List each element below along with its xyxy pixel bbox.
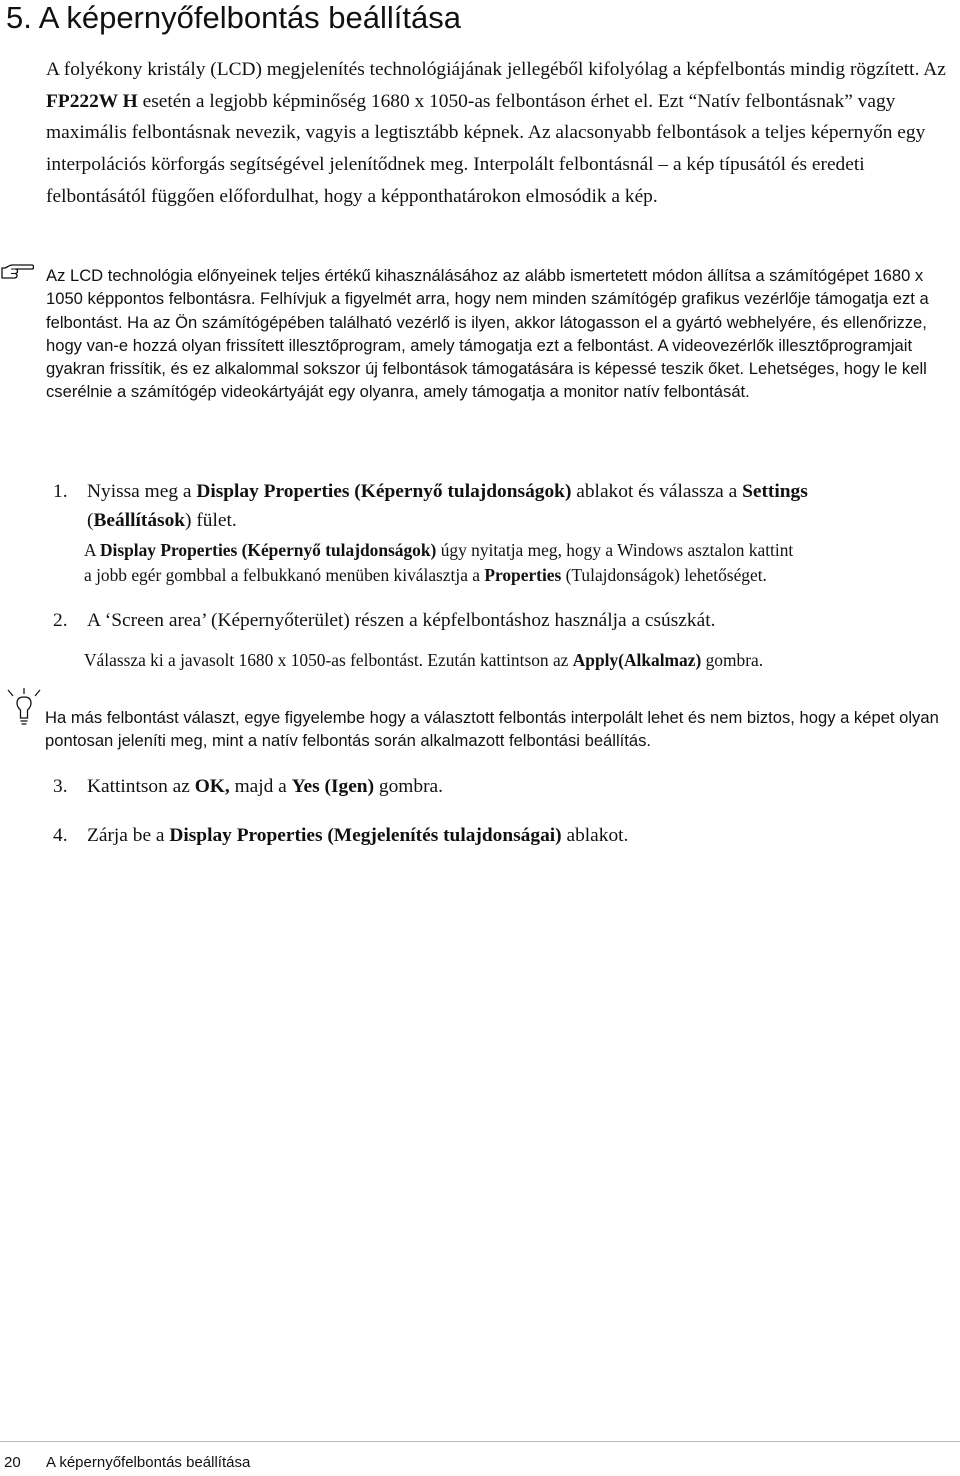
step-text: a jobb egér gombbal a felbukkanó menüben kiválasztja a bbox=[84, 565, 485, 585]
note-text: Az LCD technológia előnyeinek teljes értékű kihasználásához az alább ismertetett módon állítsa a számítógépet 1680 x 1050 képpontos felbontásra. Felhívjuk a figyelmét arra, hogy nem minden számítógép grafikus vezérlője támogatja ezt a felbontást. Ha az Ön számítógépében található vezérlő is ilyen, akkor látogasson el a gyártó webhelyére, és ellenőrizze, hogy van-e hozzá olyan frissített illesztőprogram, amely támogatja ezt a felbontást. A videovezérlők illesztőprogramjait gyakran frissítik, és ez alkalommal sokszor új felbontások támogatására is képessé teszik őket. Lehetséges, hogy le kell cserélnie a számítógép videokártyáját egy olyanra, amely támogatja a monitor natív felbontását. bbox=[46, 266, 929, 402]
step-text: Zárja be a bbox=[87, 825, 170, 846]
step-1-sub-1 bbox=[84, 537, 793, 564]
step-text: úgy nyitatja meg, hogy a Windows asztalon kattint bbox=[436, 540, 794, 560]
step-text: ( bbox=[87, 510, 94, 531]
step-text: gombra. bbox=[701, 650, 764, 670]
step-bold: Display Properties (Képernyő tulajdonságok) bbox=[99, 540, 437, 560]
step-text: A bbox=[84, 540, 100, 560]
step-bold: Beállítások bbox=[93, 510, 186, 531]
footer-divider bbox=[0, 1441, 960, 1442]
pointing-hand-icon bbox=[0, 258, 34, 282]
lightbulb-icon bbox=[4, 688, 44, 730]
step-text: Válassza ki a javasolt 1680 x 1050-as felbontást. Ezután kattintson az bbox=[84, 650, 573, 670]
step-bold: Settings bbox=[742, 481, 808, 502]
step-number: 2. bbox=[53, 610, 68, 631]
step-bold: Apply(Alkalmaz) bbox=[572, 650, 702, 670]
step-4 bbox=[53, 822, 628, 851]
step-bold: Yes (Igen) bbox=[291, 776, 375, 797]
step-text: Nyissa meg a bbox=[87, 481, 197, 502]
step-text: ablakot. bbox=[561, 825, 629, 846]
tip-text: Ha más felbontást választ, egye figyelembe hogy a választott felbontás interpolált lehet és nem biztos, hogy a képet olyan pontosan jeleníti meg, mint a natív felbontás során alkalmazott felbontási beállítás. bbox=[45, 708, 939, 751]
step-3 bbox=[53, 773, 443, 802]
step-number: 3. bbox=[53, 776, 68, 797]
step-number: 1. bbox=[53, 481, 68, 502]
step-text: majd a bbox=[229, 776, 292, 797]
step-bold: Display Properties (Megjelenítés tulajdonságai) bbox=[169, 825, 562, 846]
step-1 bbox=[53, 478, 808, 507]
intro-text-1: A folyékony kristály (LCD) megjelenítés technológiájának jellegéből kifolyólag a képfelbontás mindig rögzített. Az bbox=[46, 59, 946, 80]
step-bold: OK, bbox=[194, 776, 230, 797]
step-bold: Properties bbox=[484, 565, 562, 585]
step-text: gombra. bbox=[374, 776, 443, 797]
step-1-sub-2 bbox=[84, 562, 767, 589]
step-bold: Display Properties (Képernyő tulajdonságok) bbox=[196, 481, 572, 502]
intro-text-2: esetén a legjobb képminőség 1680 x 1050-as felbontáson érhet el. Ezt “Natív felbontásnak” vagy maximális felbontásnak nevezik, vagyis a legtisztább képnek. Az alacsonyabb felbontások a teljes képernyőn egy interpolációs körforgás segítségével jelenítődnek meg. Interpolált felbontásnál – a kép típusától és eredeti felbontásától függően előfordulhat, hogy a képponthatárokon elmosódik a kép. bbox=[46, 90, 926, 207]
page-title: 5. A képernyőfelbontás beállítása bbox=[6, 0, 461, 35]
page-footer bbox=[4, 1453, 250, 1473]
step-text: ) fület. bbox=[185, 510, 237, 531]
model-name: FP222W H bbox=[46, 90, 138, 112]
step-text: Kattintson az bbox=[87, 776, 195, 797]
step-1-line-2 bbox=[87, 507, 237, 536]
step-text: A ‘Screen area’ (Képernyőterület) részen a képfelbontáshoz használja a csúszkát. bbox=[87, 610, 716, 631]
page-number: 20 bbox=[4, 1454, 21, 1471]
step-text: (Tulajdonságok) lehetőséget. bbox=[561, 565, 767, 585]
step-number: 4. bbox=[53, 825, 68, 846]
intro-paragraph bbox=[46, 54, 951, 213]
step-2 bbox=[53, 607, 715, 636]
step-2-body bbox=[84, 647, 763, 674]
footer-section-title: A képernyőfelbontás beállítása bbox=[46, 1454, 251, 1471]
step-text: ablakot és válassza a bbox=[571, 481, 743, 502]
